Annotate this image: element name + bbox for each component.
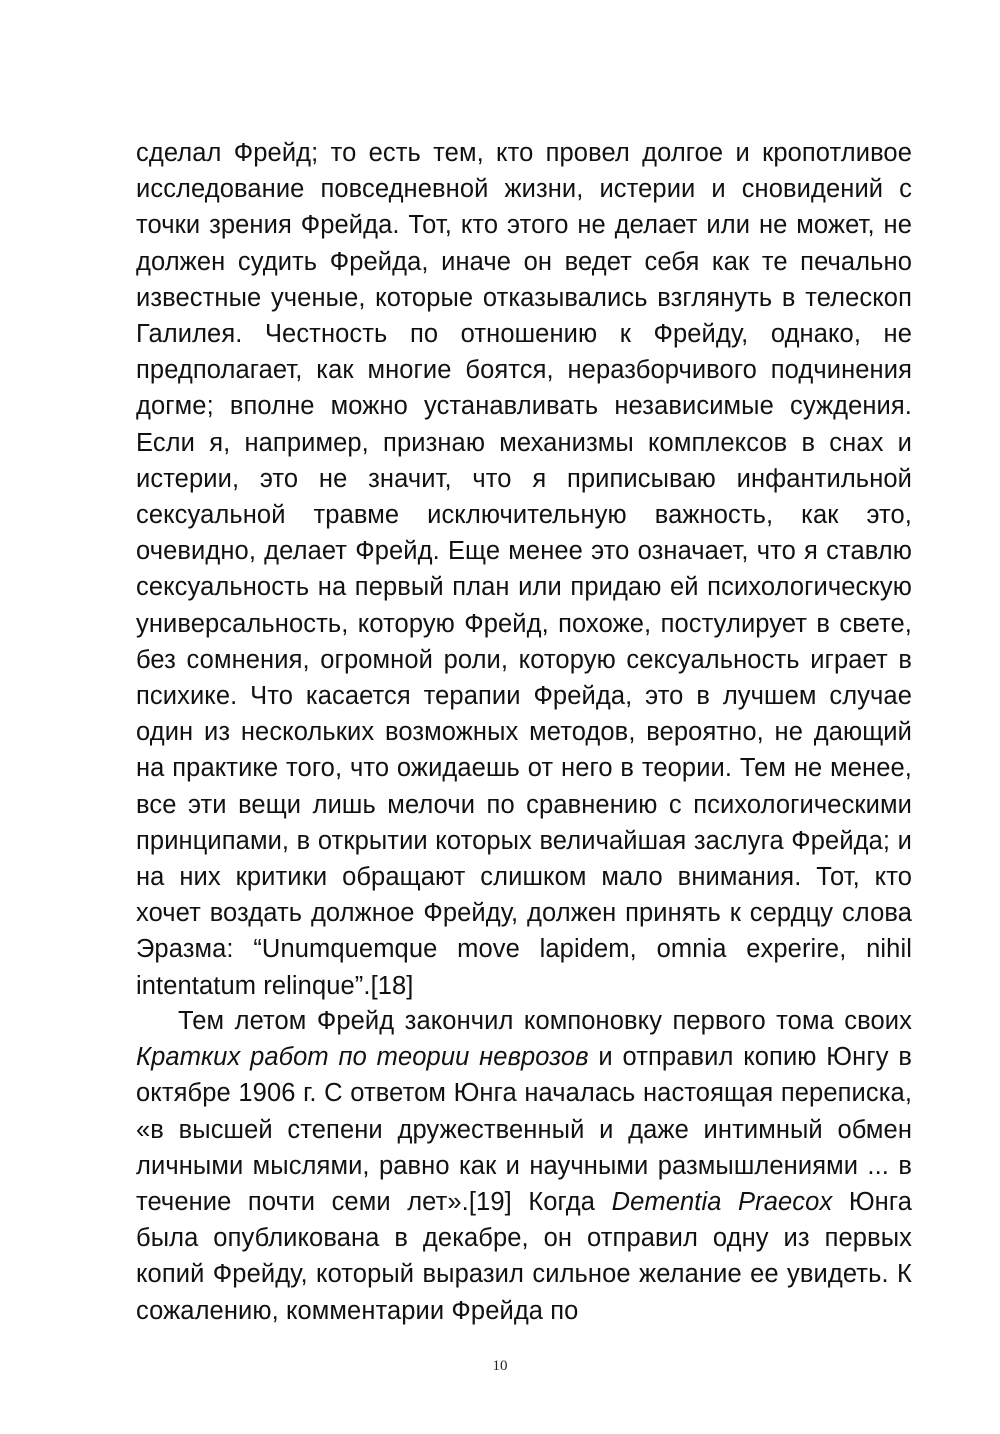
body-text-block-2 (136, 1003, 912, 1329)
paragraph-2-part-3: Юнга была опубликована в декабре, он отправил одну из первых копий Фрейду, который выразил сильное желание ее увидеть. К сожалению, комментарии Фрейда по (136, 1188, 912, 1325)
body-text-block-1 (136, 135, 912, 1004)
paragraph-2-part-1: Тем летом Фрейд закончил компоновку первого тома своих (178, 1007, 912, 1035)
book-title-italic: Кратких работ по теории неврозов (136, 1043, 589, 1072)
paragraph-2-part-2: и отправил копию Юнгу в октябре 1906 г. С ответом Юнга началась настоящая переписка, «в высшей степени дружественный и даже интимный обмен личными мыслями, равно как и научными размышлениями ... в течение почти семи лет».[19] Когда (136, 1043, 912, 1217)
dementia-praecox-italic: Dementia Praecox (611, 1188, 833, 1217)
paragraph-1: сделал Фрейд; то есть тем, кто провел долгое и кропотливое исследование повседневной жизни, истерии и сновидений с точки зрения Фрейда. Тот, кто этого не делает или не может, не должен судить Фрейда, иначе он ведет себя как те печально известные ученые, которые отказывались взглянуть в телескоп Галилея. Честность по отношению к Фрейду, однако, не предполагает, как многие боятся, неразборчивого подчинения догме; вполне можно устанавливать независимые суждения. Если я, например, признаю механизмы комплексов в снах и истерии, это не значит, что я приписываю инфантильной сексуальной травме исключительную важность, как это, очевидно, делает Фрейд. Еще менее это означает, что я ставлю сексуальность на первый план или придаю ей психологическую универсальность, которую Фрейд, похоже, постулирует в свете, без сомнения, огромной роли, которую сексуальность играет в психике. Что касается терапии Фрейда, это в лучшем случае один из нескольких возможных методов, вероятно, не дающий на практике того, что ожидаешь от него в теории. Тем не менее, все эти вещи лишь мелочи по сравнению с психологическими принципами, в открытии которых величайшая заслуга Фрейда; и на них критики обращают слишком мало внимания. Тот, кто хочет воздать должное Фрейду, должен принять к сердцу слова Эразма: “Unumquemque move lapidem, omnia experire, nihil intentatum relinque”.[18] (136, 139, 912, 1000)
page-number: 10 (492, 1358, 508, 1374)
paragraph-2 (136, 1003, 912, 1329)
